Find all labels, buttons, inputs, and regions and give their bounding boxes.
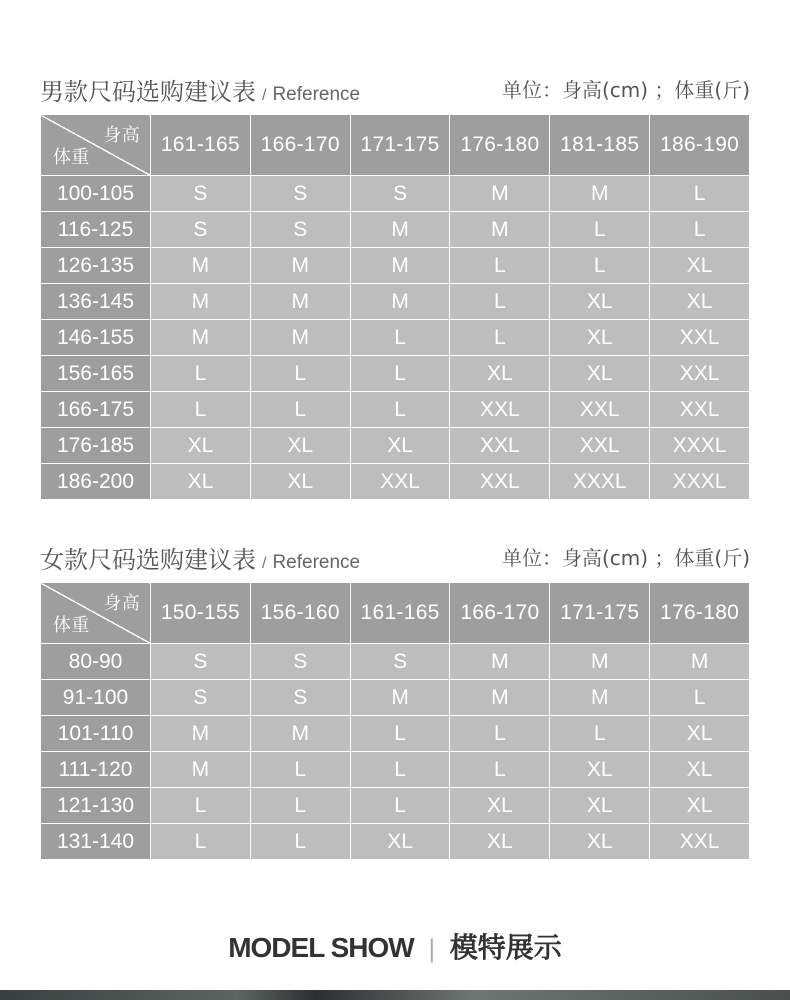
men-height-header: 176-180 — [450, 115, 550, 176]
women-corner-weight-label: 体重 — [53, 615, 90, 636]
women-corner-height-label: 身高 — [103, 593, 140, 614]
men-size-cell: L — [550, 248, 650, 284]
women-size-cell: M — [250, 716, 350, 752]
men-size-cell: L — [350, 392, 450, 428]
men-size-cell: M — [350, 248, 450, 284]
women-size-cell: M — [550, 644, 650, 680]
women-title-separator: / — [262, 555, 267, 572]
women-size-title — [40, 540, 360, 575]
men-size-cell: M — [550, 176, 650, 212]
men-size-cell: L — [650, 176, 750, 212]
men-size-cell: L — [250, 392, 350, 428]
men-corner-weight-label: 体重 — [53, 147, 90, 168]
women-size-cell: XL — [350, 824, 450, 860]
men-title-text: 男款尺码选购建议表 — [40, 78, 256, 106]
men-size-section — [40, 70, 750, 500]
men-size-title — [40, 72, 360, 107]
women-table-row — [41, 680, 750, 716]
women-size-cell: M — [350, 680, 450, 716]
men-table-row — [41, 320, 750, 356]
women-size-heading — [40, 538, 750, 582]
women-size-cell: XXL — [650, 824, 750, 860]
women-title-reference: Reference — [272, 552, 361, 573]
women-size-cell: XL — [550, 788, 650, 824]
women-size-cell: XL — [650, 788, 750, 824]
women-weight-cell: 91-100 — [41, 680, 151, 716]
women-size-cell: S — [350, 644, 450, 680]
men-size-cell: S — [151, 176, 251, 212]
men-size-cell: XXL — [450, 392, 550, 428]
women-size-cell: L — [151, 824, 251, 860]
women-size-cell: XL — [650, 752, 750, 788]
women-size-cell: S — [151, 680, 251, 716]
women-height-header: 166-170 — [450, 583, 550, 644]
men-table-row — [41, 284, 750, 320]
men-size-cell: XL — [650, 284, 750, 320]
women-size-cell: XL — [450, 824, 550, 860]
men-size-cell: M — [250, 248, 350, 284]
men-corner-height-label: 身高 — [103, 125, 140, 146]
women-size-cell: M — [151, 716, 251, 752]
women-size-cell: M — [450, 644, 550, 680]
women-size-cell: L — [550, 716, 650, 752]
men-height-header: 186-190 — [650, 115, 750, 176]
women-height-header: 150-155 — [151, 583, 251, 644]
model-show-title-cn: 模特展示 — [449, 931, 562, 964]
men-table-row — [41, 464, 750, 500]
men-size-cell: M — [450, 176, 550, 212]
men-size-cell: XXL — [450, 464, 550, 500]
women-size-cell: L — [151, 788, 251, 824]
men-size-cell: XL — [250, 428, 350, 464]
men-size-cell: M — [250, 284, 350, 320]
men-size-cell: S — [250, 212, 350, 248]
women-size-cell: L — [350, 752, 450, 788]
men-size-cell: M — [151, 248, 251, 284]
women-size-cell: L — [350, 716, 450, 752]
women-weight-cell: 131-140 — [41, 824, 151, 860]
men-size-cell: M — [151, 320, 251, 356]
men-table-row — [41, 356, 750, 392]
men-size-table — [40, 114, 750, 500]
men-size-heading — [40, 70, 750, 114]
women-size-cell: L — [250, 824, 350, 860]
men-size-cell: XXL — [450, 428, 550, 464]
men-size-cell: L — [450, 284, 550, 320]
men-weight-cell: 156-165 — [41, 356, 151, 392]
men-height-header: 181-185 — [550, 115, 650, 176]
men-height-header: 171-175 — [350, 115, 450, 176]
women-size-cell: S — [250, 680, 350, 716]
women-size-cell: XL — [550, 752, 650, 788]
women-size-cell: L — [650, 680, 750, 716]
women-weight-cell: 80-90 — [41, 644, 151, 680]
men-size-cell: XXXL — [650, 428, 750, 464]
women-unit-note: 单位：身高(cm) ；体重(斤) — [501, 546, 750, 570]
women-header-row — [41, 583, 750, 644]
men-size-cell: XXXL — [550, 464, 650, 500]
women-table-row — [41, 644, 750, 680]
women-height-header: 171-175 — [550, 583, 650, 644]
women-table-row — [41, 716, 750, 752]
men-table-row — [41, 248, 750, 284]
women-size-table — [40, 582, 750, 860]
men-weight-cell: 166-175 — [41, 392, 151, 428]
men-size-cell: XXL — [650, 356, 750, 392]
women-size-cell: S — [151, 644, 251, 680]
women-height-header: 176-180 — [650, 583, 750, 644]
women-size-cell: L — [450, 752, 550, 788]
women-size-cell: M — [450, 680, 550, 716]
women-size-section — [40, 538, 750, 860]
men-height-header: 161-165 — [151, 115, 251, 176]
men-size-cell: XL — [250, 464, 350, 500]
men-table-row — [41, 428, 750, 464]
women-size-cell: L — [450, 716, 550, 752]
men-size-cell: S — [151, 212, 251, 248]
men-size-cell: XXL — [550, 392, 650, 428]
men-header-row — [41, 115, 750, 176]
women-size-cell: L — [250, 788, 350, 824]
women-size-cell: XL — [450, 788, 550, 824]
men-size-cell: M — [350, 284, 450, 320]
men-weight-cell: 126-135 — [41, 248, 151, 284]
women-size-cell: XL — [550, 824, 650, 860]
women-weight-cell: 121-130 — [41, 788, 151, 824]
men-size-cell: XL — [151, 428, 251, 464]
men-size-cell: XXL — [550, 428, 650, 464]
model-photo — [0, 990, 790, 1000]
men-weight-cell: 146-155 — [41, 320, 151, 356]
men-size-cell: XL — [550, 356, 650, 392]
women-size-cell: S — [250, 644, 350, 680]
men-size-cell: XXL — [650, 320, 750, 356]
men-size-cell: XL — [550, 320, 650, 356]
men-size-cell: M — [250, 320, 350, 356]
women-table-row — [41, 752, 750, 788]
men-size-cell: M — [350, 212, 450, 248]
men-size-cell: XL — [650, 248, 750, 284]
women-size-cell: M — [650, 644, 750, 680]
women-weight-cell: 111-120 — [41, 752, 151, 788]
model-show-heading — [0, 926, 790, 966]
men-size-cell: L — [151, 392, 251, 428]
men-height-header: 166-170 — [250, 115, 350, 176]
women-height-header: 161-165 — [350, 583, 450, 644]
men-size-cell: XL — [550, 284, 650, 320]
men-weight-cell: 186-200 — [41, 464, 151, 500]
women-corner-cell — [41, 583, 151, 644]
men-size-cell: L — [250, 356, 350, 392]
women-height-header: 156-160 — [250, 583, 350, 644]
men-corner-cell — [41, 115, 151, 176]
women-weight-cell: 101-110 — [41, 716, 151, 752]
women-table-row — [41, 824, 750, 860]
women-size-cell: XL — [650, 716, 750, 752]
men-size-cell: XL — [350, 428, 450, 464]
men-size-cell: S — [250, 176, 350, 212]
men-title-separator: / — [262, 87, 267, 104]
men-size-cell: M — [151, 284, 251, 320]
men-size-cell: L — [550, 212, 650, 248]
men-weight-cell: 176-185 — [41, 428, 151, 464]
men-table-row — [41, 212, 750, 248]
men-size-cell: L — [650, 212, 750, 248]
women-size-cell: L — [350, 788, 450, 824]
model-show-title-en: MODEL SHOW — [228, 932, 414, 963]
men-size-cell: L — [350, 320, 450, 356]
men-size-cell: XXL — [350, 464, 450, 500]
model-show-divider: | — [427, 935, 436, 963]
men-weight-cell: 116-125 — [41, 212, 151, 248]
men-size-cell: XXL — [650, 392, 750, 428]
men-title-reference: Reference — [272, 84, 361, 105]
men-table-row — [41, 176, 750, 212]
women-table-row — [41, 788, 750, 824]
women-size-cell: L — [250, 752, 350, 788]
men-weight-cell: 100-105 — [41, 176, 151, 212]
men-size-cell: L — [450, 248, 550, 284]
women-size-cell: M — [151, 752, 251, 788]
men-weight-cell: 136-145 — [41, 284, 151, 320]
women-size-cell: M — [550, 680, 650, 716]
men-size-cell: M — [450, 212, 550, 248]
men-size-cell: XL — [450, 356, 550, 392]
men-size-cell: L — [151, 356, 251, 392]
men-size-cell: XL — [151, 464, 251, 500]
men-size-cell: XXXL — [650, 464, 750, 500]
men-size-cell: L — [350, 356, 450, 392]
men-size-cell: S — [350, 176, 450, 212]
men-table-row — [41, 392, 750, 428]
men-unit-note: 单位：身高(cm) ；体重(斤) — [501, 78, 750, 102]
men-size-cell: L — [450, 320, 550, 356]
women-title-text: 女款尺码选购建议表 — [40, 546, 256, 574]
